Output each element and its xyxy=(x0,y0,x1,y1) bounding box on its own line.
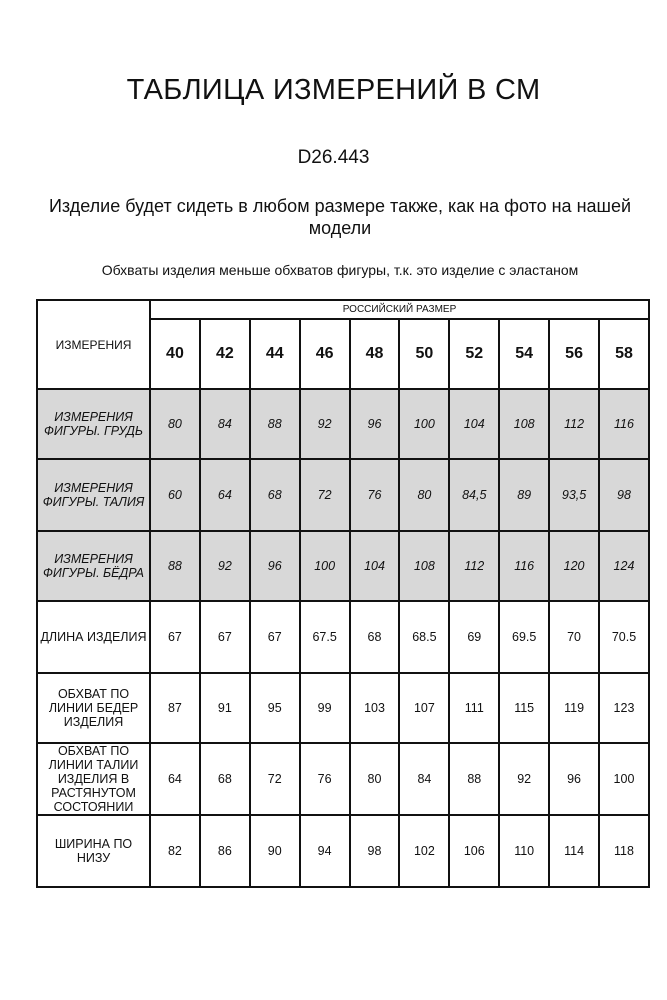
table-cell: 80 xyxy=(350,743,400,815)
table-cell: 108 xyxy=(499,389,549,459)
table-cell: 92 xyxy=(200,531,250,601)
table-cell: 91 xyxy=(200,673,250,743)
table-cell: 95 xyxy=(250,673,300,743)
row-label: ОБХВАТ ПО ЛИНИИ ТАЛИИ ИЗДЕЛИЯ В РАСТЯНУТОМ СОСТОЯНИИ xyxy=(37,743,150,815)
table-row xyxy=(37,673,649,743)
table-cell: 69 xyxy=(449,601,499,673)
table-cell: 88 xyxy=(150,531,200,601)
product-code: D26.443 xyxy=(297,147,370,168)
table-cell: 116 xyxy=(599,389,649,459)
size-header: 46 xyxy=(300,319,350,389)
table-cell: 114 xyxy=(549,815,599,887)
measurements-header: ИЗМЕРЕНИЯ xyxy=(37,300,150,389)
table-cell: 104 xyxy=(350,531,400,601)
table-cell: 100 xyxy=(599,743,649,815)
table-cell: 70.5 xyxy=(599,601,649,673)
row-label: ШИРИНА ПО НИЗУ xyxy=(37,815,150,887)
table-cell: 86 xyxy=(200,815,250,887)
table-cell: 84,5 xyxy=(449,459,499,531)
table-row xyxy=(37,459,649,531)
table-cell: 82 xyxy=(150,815,200,887)
table-cell: 106 xyxy=(449,815,499,887)
size-header: 50 xyxy=(399,319,449,389)
table-cell: 110 xyxy=(499,815,549,887)
table-row xyxy=(37,601,649,673)
table-cell: 90 xyxy=(250,815,300,887)
table-cell: 68 xyxy=(350,601,400,673)
table-row xyxy=(37,389,649,459)
table-cell: 123 xyxy=(599,673,649,743)
table-cell: 99 xyxy=(300,673,350,743)
table-cell: 67 xyxy=(200,601,250,673)
table-cell: 111 xyxy=(449,673,499,743)
table-cell: 68 xyxy=(200,743,250,815)
table-cell: 96 xyxy=(350,389,400,459)
table-cell: 104 xyxy=(449,389,499,459)
table-cell: 69.5 xyxy=(499,601,549,673)
size-header: 56 xyxy=(549,319,599,389)
row-label: ИЗМЕРЕНИЯ ФИГУРЫ. ГРУДЬ xyxy=(37,389,150,459)
table-cell: 118 xyxy=(599,815,649,887)
table-cell: 64 xyxy=(200,459,250,531)
table-cell: 92 xyxy=(499,743,549,815)
row-label: ОБХВАТ ПО ЛИНИИ БЕДЕР ИЗДЕЛИЯ xyxy=(37,673,150,743)
table-cell: 88 xyxy=(449,743,499,815)
size-header: 48 xyxy=(350,319,400,389)
table-cell: 108 xyxy=(399,531,449,601)
table-cell: 98 xyxy=(350,815,400,887)
table-cell: 88 xyxy=(250,389,300,459)
table-cell: 112 xyxy=(549,389,599,459)
table-cell: 103 xyxy=(350,673,400,743)
table-cell: 68.5 xyxy=(399,601,449,673)
table-cell: 124 xyxy=(599,531,649,601)
table-cell: 92 xyxy=(300,389,350,459)
table-cell: 100 xyxy=(399,389,449,459)
table-cell: 80 xyxy=(150,389,200,459)
size-header: 52 xyxy=(449,319,499,389)
size-group-header: РОССИЙСКИЙ РАЗМЕР xyxy=(150,300,649,319)
table-cell: 89 xyxy=(499,459,549,531)
table-cell: 76 xyxy=(300,743,350,815)
table-cell: 115 xyxy=(499,673,549,743)
table-cell: 67.5 xyxy=(300,601,350,673)
row-label: ИЗМЕРЕНИЯ ФИГУРЫ. ТАЛИЯ xyxy=(37,459,150,531)
row-label: ИЗМЕРЕНИЯ ФИГУРЫ. БЁДРА xyxy=(37,531,150,601)
table-cell: 100 xyxy=(300,531,350,601)
table-cell: 84 xyxy=(399,743,449,815)
table-cell: 87 xyxy=(150,673,200,743)
table-cell: 72 xyxy=(250,743,300,815)
size-header: 54 xyxy=(499,319,549,389)
table-cell: 94 xyxy=(300,815,350,887)
table-row xyxy=(37,815,649,887)
size-table-body xyxy=(37,389,649,887)
table-cell: 60 xyxy=(150,459,200,531)
table-cell: 70 xyxy=(549,601,599,673)
table-cell: 68 xyxy=(250,459,300,531)
table-cell: 120 xyxy=(549,531,599,601)
size-table xyxy=(36,299,650,888)
row-label: ДЛИНА ИЗДЕЛИЯ xyxy=(37,601,150,673)
table-row xyxy=(37,531,649,601)
table-cell: 96 xyxy=(250,531,300,601)
size-header: 40 xyxy=(150,319,200,389)
table-cell: 116 xyxy=(499,531,549,601)
fit-note: Изделие будет сидеть в любом размере также, как на фото на нашей модели xyxy=(48,196,632,238)
table-cell: 98 xyxy=(599,459,649,531)
table-cell: 72 xyxy=(300,459,350,531)
page-title: ТАБЛИЦА ИЗМЕРЕНИЙ В СМ xyxy=(126,74,541,106)
table-cell: 76 xyxy=(350,459,400,531)
size-header: 44 xyxy=(250,319,300,389)
table-row xyxy=(37,743,649,815)
table-cell: 64 xyxy=(150,743,200,815)
table-cell: 102 xyxy=(399,815,449,887)
table-cell: 107 xyxy=(399,673,449,743)
table-cell: 80 xyxy=(399,459,449,531)
table-cell: 93,5 xyxy=(549,459,599,531)
table-cell: 96 xyxy=(549,743,599,815)
table-cell: 67 xyxy=(250,601,300,673)
table-cell: 84 xyxy=(200,389,250,459)
table-cell: 112 xyxy=(449,531,499,601)
size-header: 58 xyxy=(599,319,649,389)
stretch-note: Обхваты изделия меньше обхватов фигуры, т.к. это изделие с эластаном xyxy=(101,262,579,278)
table-cell: 67 xyxy=(150,601,200,673)
size-header: 42 xyxy=(200,319,250,389)
table-cell: 119 xyxy=(549,673,599,743)
